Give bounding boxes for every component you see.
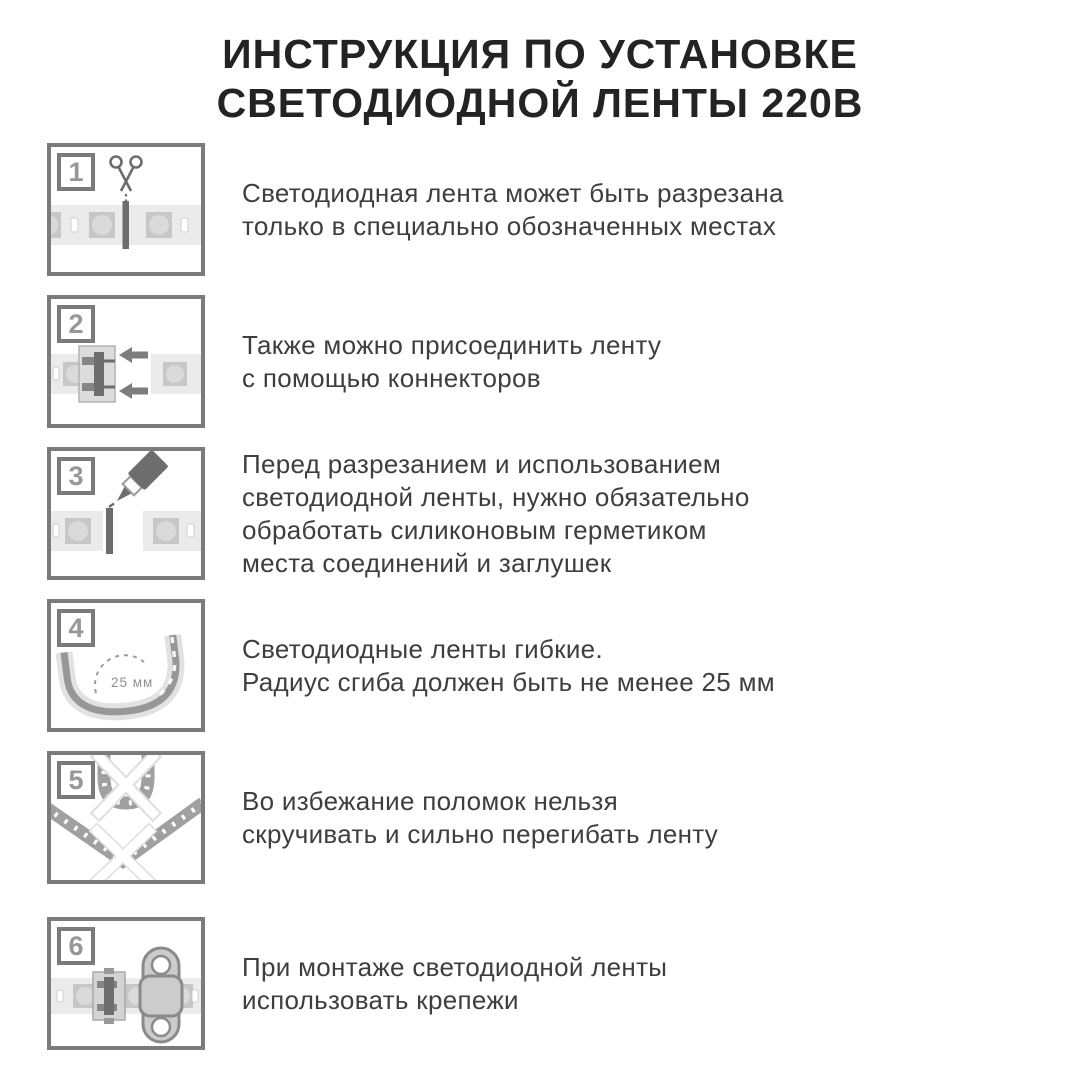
step-text-line: места соединений и заглушек [242, 547, 612, 578]
step-5-number-badge [57, 761, 95, 799]
step-text-line: светодиодной ленты, нужно обязательно [242, 481, 750, 512]
step-1-number-badge [57, 153, 95, 191]
step-5 [47, 751, 1080, 884]
step-number: 2 [68, 308, 84, 339]
step-6-illustration [47, 917, 205, 1050]
step-4-text [242, 633, 775, 699]
sealant-tube [109, 451, 169, 509]
step-text-line: Также можно присоединить ленту [242, 329, 662, 360]
step-4-illustration [47, 599, 205, 732]
step-2-illustration [47, 295, 205, 428]
step-text-line: Радиус сгиба должен быть не менее 25 мм [242, 666, 775, 697]
step-4 [47, 599, 1080, 732]
step-1-text [242, 177, 784, 243]
step-2-text [242, 329, 661, 395]
arrow-left-icon [119, 383, 148, 399]
step-number: 3 [68, 460, 84, 491]
step-text-line: Перед разрезанием и использованием [242, 448, 722, 479]
step-3-text [242, 448, 750, 580]
step-text-line: скручивать и сильно перегибать ленту [242, 818, 719, 849]
step-text-line: обработать силиконовым герметиком [242, 514, 707, 545]
step-text-line: При монтаже светодиодной ленты [242, 951, 668, 982]
step-5-text [242, 785, 718, 851]
step-1 [47, 143, 1080, 276]
step-text-line: Светодиодная лента может быть разрезана [242, 177, 784, 208]
step-text-line: Во избежание поломок нельзя [242, 785, 618, 816]
page-title-line2: СВЕТОДИОДНОЙ ЛЕНТЫ 220В [216, 80, 864, 126]
step-2-number-badge [57, 305, 95, 343]
step-number: 6 [68, 930, 84, 961]
instruction-steps [0, 143, 1080, 1050]
bend-radius-label: 25 мм [111, 675, 154, 690]
step-5-illustration [47, 751, 205, 884]
step-text-line: только в специально обозначенных местах [242, 210, 777, 241]
step-text-line: использовать крепежи [242, 984, 519, 1015]
arrow-left-icon [119, 347, 148, 363]
step-2 [47, 295, 1080, 428]
page-title [0, 0, 1080, 128]
scissors-glyph [111, 157, 142, 205]
step-4-number-badge [57, 609, 95, 647]
connector-clamp [79, 346, 115, 402]
page-title-line1: ИНСТРУКЦИЯ ПО УСТАНОВКЕ [222, 31, 858, 77]
step-text-line: с помощью коннекторов [242, 362, 541, 393]
step-text-line: Светодиодные ленты гибкие. [242, 633, 603, 664]
step-3-illustration [47, 447, 205, 580]
connector-clamp [93, 968, 125, 1024]
step-3 [47, 447, 1080, 580]
mounting-bracket [140, 948, 182, 1042]
step-1-illustration [47, 143, 205, 276]
step-number: 4 [68, 612, 84, 643]
step-6 [47, 917, 1080, 1050]
step-number: 5 [68, 764, 84, 795]
step-6-text [242, 951, 667, 1017]
step-number: 1 [68, 156, 84, 187]
step-3-number-badge [57, 457, 95, 495]
step-6-number-badge [57, 927, 95, 965]
